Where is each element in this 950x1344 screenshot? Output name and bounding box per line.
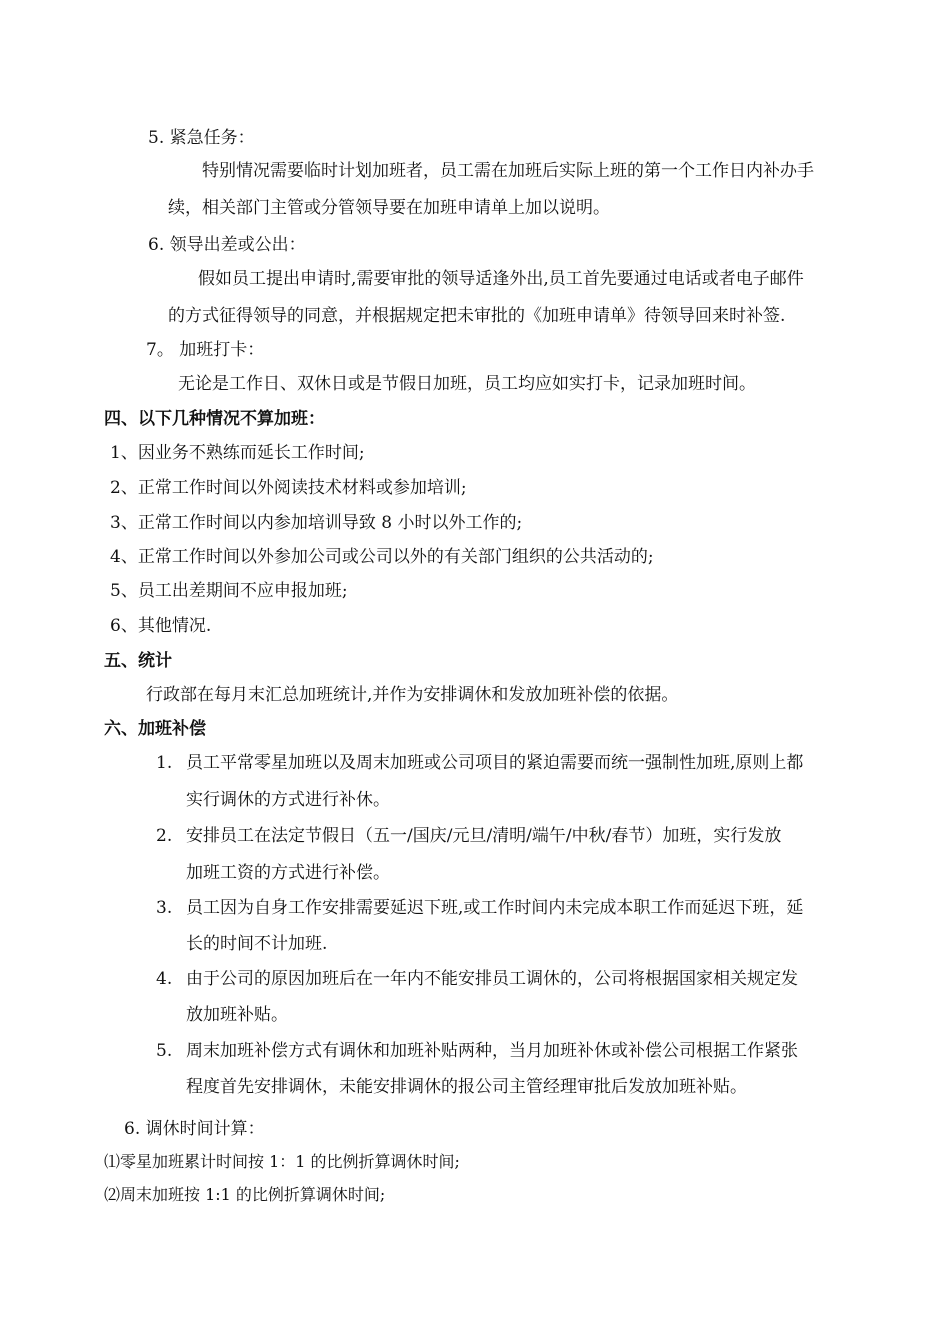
- section-4-item-3: 3、正常工作时间以内参加培训导致 8 小时以外工作的;: [110, 513, 523, 533]
- section-6-heading: 六、加班补偿: [104, 719, 206, 739]
- comp-item-4-line2: 放加班补贴。: [186, 1005, 288, 1025]
- comp-item-2-line1: 安排员工在法定节假日（五一/国庆/元旦/清明/端午/中秋/春节）加班，实行发放: [186, 826, 782, 846]
- section-4-heading: 四、以下几种情况不算加班：: [104, 409, 325, 429]
- comp-item-2-num: 2.: [156, 826, 173, 846]
- section-4-item-2: 2、正常工作时间以外阅读技术材料或参加培训;: [110, 478, 467, 498]
- section-5-heading: 五、统计: [104, 651, 172, 671]
- item-7-text: 无论是工作日、双休日或是节假日加班，员工均应如实打卡，记录加班时间。: [178, 374, 756, 394]
- comp-item-1-num: 1.: [156, 753, 173, 773]
- item-6-text-line2: 的方式征得领导的同意，并根据规定把未审批的《加班申请单》待领导回来时补签.: [168, 306, 786, 326]
- comp-item-1-line2: 实行调休的方式进行补休。: [186, 790, 390, 810]
- calc-item-2: ⑵周末加班按 1:1 的比例折算调休时间;: [104, 1185, 386, 1204]
- comp-item-1-line1: 员工平常零星加班以及周末加班或公司项目的紧迫需要而统一强制性加班,原则上都: [186, 753, 804, 773]
- comp-item-3-line1: 员工因为自身工作安排需要延迟下班,或工作时间内未完成本职工作而延迟下班，延: [186, 898, 804, 918]
- item-5-text-line2: 续，相关部门主管或分管领导要在加班申请单上加以说明。: [168, 198, 610, 218]
- section-4-item-1: 1、因业务不熟练而延长工作时间;: [110, 443, 365, 463]
- section-4-item-6: 6、其他情况.: [110, 616, 212, 636]
- section-4-item-4: 4、正常工作时间以外参加公司或公司以外的有关部门组织的公共活动的;: [110, 547, 654, 567]
- comp-item-4-num: 4.: [156, 969, 173, 989]
- comp-item-3-line2: 长的时间不计加班.: [186, 934, 328, 954]
- comp-item-4-line1: 由于公司的原因加班后在一年内不能安排员工调休的，公司将根据国家相关规定发: [186, 969, 798, 989]
- comp-item-3-num: 3.: [156, 898, 173, 918]
- comp-item-2-line2: 加班工资的方式进行补偿。: [186, 863, 390, 883]
- comp-item-5-line1: 周末加班补偿方式有调休和加班补贴两种，当月加班补休或补偿公司根据工作紧张: [186, 1041, 798, 1061]
- item-7-title: 7。 加班打卡：: [146, 340, 265, 360]
- section-4-item-5: 5、员工出差期间不应申报加班;: [110, 581, 348, 601]
- comp-item-5-line2: 程度首先安排调休，未能安排调休的报公司主管经理审批后发放加班补贴。: [186, 1077, 747, 1097]
- section-5-text: 行政部在每月末汇总加班统计,并作为安排调休和发放加班补偿的依据。: [146, 685, 679, 705]
- calc-title: 6. 调休时间计算：: [124, 1119, 265, 1139]
- item-6-title: 6. 领导出差或公出：: [148, 235, 306, 255]
- comp-item-5-num: 5.: [156, 1041, 173, 1061]
- item-6-text-line1: 假如员工提出申请时,需要审批的领导适逢外出,员工首先要通过电话或者电子邮件: [198, 269, 804, 289]
- calc-item-1: ⑴零星加班累计时间按 1：1 的比例折算调休时间;: [104, 1152, 460, 1171]
- item-5-text-line1: 特别情况需要临时计划加班者，员工需在加班后实际上班的第一个工作日内补办手: [202, 161, 814, 181]
- item-5-title: 5. 紧急任务：: [148, 128, 255, 148]
